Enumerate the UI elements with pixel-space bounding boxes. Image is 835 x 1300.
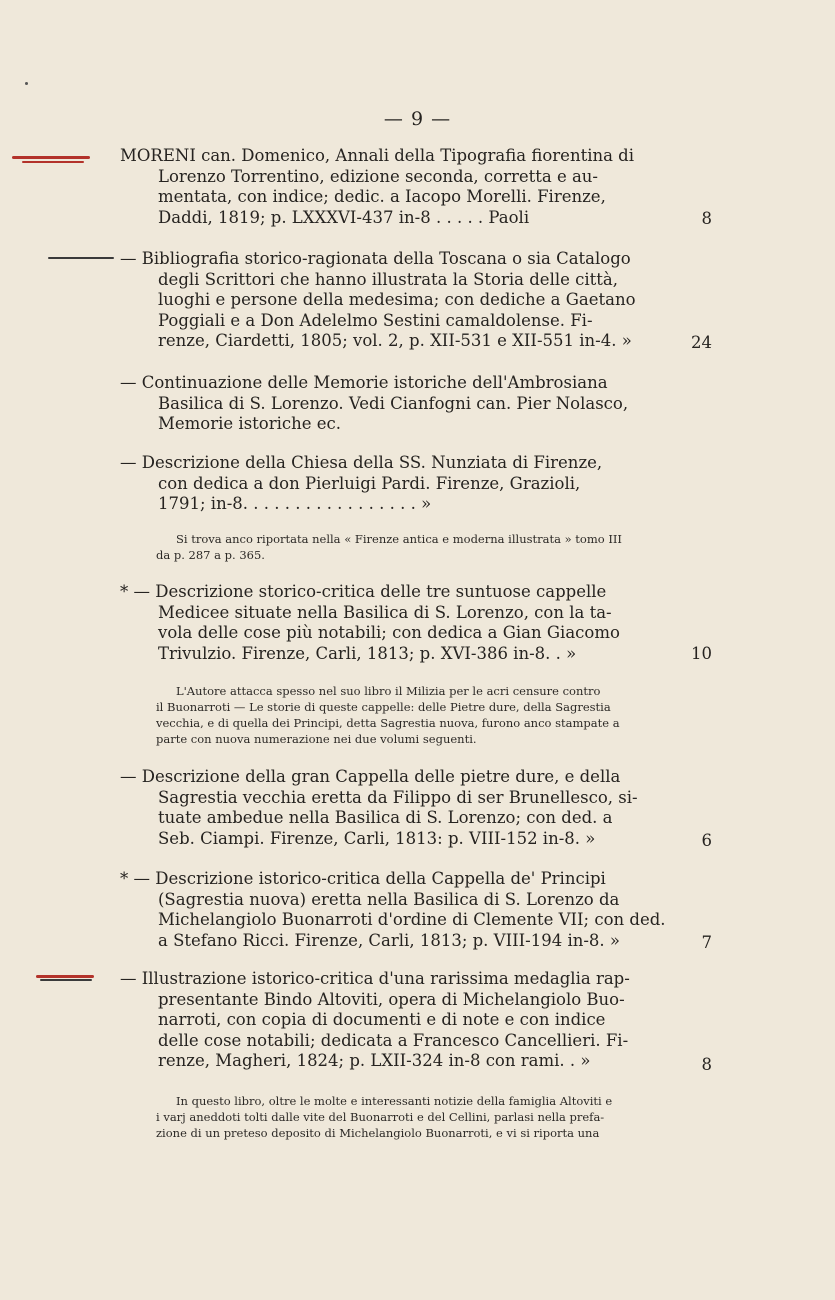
ink-speck [25, 82, 28, 85]
price: 8 [701, 1055, 712, 1074]
entry-continuazione [120, 373, 668, 435]
entry-line: con dedica a don Pierluigi Pardi. Firenze, Grazioli, [158, 473, 581, 493]
entry-line: Medicee situate nella Basilica di S. Lorenzo, con la ta- [158, 602, 612, 622]
footnote [156, 683, 668, 747]
page-number: — 9 — [383, 108, 452, 130]
entry-line: Poggiali e a Don Adelelmo Sestini camaldolense. Fi- [158, 310, 593, 330]
entry-nunziata [120, 453, 668, 515]
ink-margin-mark-2 [40, 979, 92, 981]
entry-line: Sagrestia vecchia eretta da Filippo di ser Brunellesco, si- [158, 787, 638, 807]
entry-line: — Illustrazione istorico-critica d'una rarissima medaglia rap- [120, 969, 630, 988]
entry-cappella-principi [120, 869, 668, 951]
note-line: zione di un preteso deposito di Michelangiolo Buonarroti, e vi si riporta una [156, 1126, 600, 1140]
price: 6 [701, 831, 712, 850]
red-margin-mark-3 [36, 975, 94, 978]
entry-line: mentata, con indice; dedic. a Iacopo Morelli. Firenze, [158, 187, 606, 206]
entry-line: vola delle cose più notabili; con dedica a Gian Giacomo [158, 623, 620, 642]
entry-line: luoghi e persone della medesima; con dediche a Gaetano [158, 290, 636, 309]
note-line: In questo libro, oltre le molte e interessanti notizie della famiglia Altoviti e [176, 1094, 613, 1108]
price: 10 [691, 644, 712, 663]
entry-line: * — Descrizione storico-critica delle tre suntuose cappelle [120, 582, 607, 601]
red-margin-mark-2 [22, 161, 84, 163]
note-line: da p. 287 a p. 365. [156, 548, 265, 562]
entry-line: delle cose notabili; dedicata a Francesco Cancellieri. Fi- [158, 1030, 629, 1050]
entry-line: renze, Magheri, 1824; p. LXII-324 in-8 con rami. . » [158, 1051, 591, 1070]
note-line: vecchia, e di quella dei Principi, detta Sagrestia nuova, furono anco stampate a [156, 716, 620, 730]
entry-line: MORENI can. Domenico, Annali della Tipografia fiorentina di [120, 146, 635, 165]
entry-line: — Continuazione delle Memorie istoriche dell'Ambrosiana [120, 373, 608, 392]
entry-line: Memorie istoriche ec. [158, 414, 342, 433]
entry-line: 1791; in-8. . . . . . . . . . . . . . . . . » [158, 494, 432, 513]
footnote [156, 531, 668, 563]
entry-line: degli Scrittori che hanno illustrata la Storia delle città, [158, 269, 618, 289]
entry-line: — Descrizione della gran Cappella delle pietre dure, e della [120, 767, 621, 786]
price: 8 [701, 209, 712, 228]
entry-line: Lorenzo Torrentino, edizione seconda, corretta e au- [158, 166, 598, 186]
entry-pietre-dure [120, 767, 668, 849]
entry-line: Michelangiolo Buonarroti d'ordine di Clemente VII; con ded. [158, 910, 666, 929]
note-line: il Buonarroti — Le storie di queste cappelle: delle Pietre dure, della Sagrestia [156, 700, 611, 714]
entry-bibliografia [120, 249, 668, 352]
entry-moreni-annali [120, 146, 668, 228]
entry-line: Trivulzio. Firenze, Carli, 1813; p. XVI-386 in-8. . » [158, 643, 577, 663]
entry-line: Daddi, 1819; p. LXXXVI-437 in-8 . . . . . Paoli [158, 207, 530, 227]
note-line: i varj aneddoti tolti dalle vite del Buonarroti e del Cellini, parlasi nella prefa- [156, 1110, 605, 1124]
entry-line: * — Descrizione istorico-critica della Cappella de' Principi [120, 869, 606, 888]
entry-line: renze, Ciardetti, 1805; vol. 2, p. XII-531 e XII-551 in-4. » [158, 331, 632, 350]
note-line: parte con nuova numerazione nei due volumi seguenti. [156, 732, 477, 746]
entry-medaglia-altoviti [120, 969, 668, 1072]
footnote [156, 1093, 668, 1141]
entry-line: Seb. Ciampi. Firenze, Carli, 1813: p. VIII-152 in-8. » [158, 828, 596, 848]
ink-margin-mark [48, 257, 114, 259]
entry-line: presentante Bindo Altoviti, opera di Michelangiolo Buo- [158, 989, 625, 1009]
entry-line: tuate ambedue nella Basilica di S. Lorenzo; con ded. a [158, 808, 613, 827]
entry-line: (Sagrestia nuova) eretta nella Basilica di S. Lorenzo da [158, 889, 620, 909]
entry-cappelle-medicee [120, 582, 668, 664]
note-line: Si trova anco riportata nella « Firenze antica e moderna illustrata » tomo III [176, 532, 622, 546]
red-margin-mark [12, 156, 90, 159]
entry-line: — Bibliografia storico-ragionata della Toscana o sia Catalogo [120, 249, 631, 268]
entry-line: Basilica di S. Lorenzo. Vedi Cianfogni can. Pier Nolasco, [158, 393, 629, 413]
note-line: L'Autore attacca spesso nel suo libro il Milizia per le acri censure contro [176, 684, 601, 698]
price: 7 [701, 933, 712, 952]
entry-line: a Stefano Ricci. Firenze, Carli, 1813; p. VIII-194 in-8. » [158, 930, 621, 950]
entry-line: narroti, con copia di documenti e di note e con indice [158, 1010, 606, 1029]
price: 24 [691, 333, 712, 352]
entry-line: — Descrizione della Chiesa della SS. Nunziata di Firenze, [120, 453, 603, 472]
